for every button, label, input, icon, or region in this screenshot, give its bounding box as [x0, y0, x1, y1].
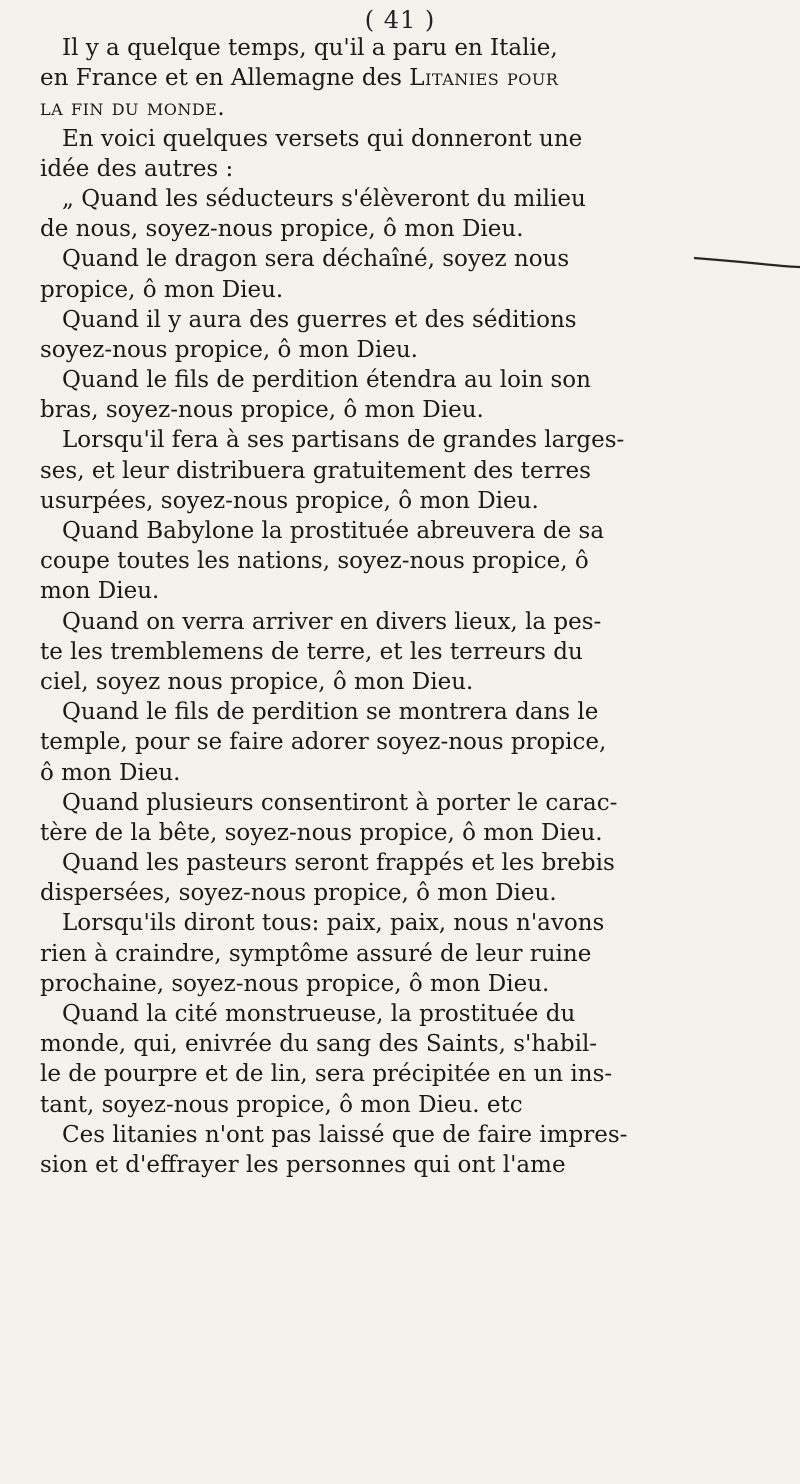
- text-line: Quand le fils de perdition se montrera dans le: [62, 699, 599, 726]
- litanies-title-part: la fin du monde.: [40, 95, 226, 122]
- text-line: tère de la bête, soyez-nous propice, ô mon Dieu.: [40, 819, 603, 846]
- text-line: Quand le dragon sera déchaîné, soyez nous: [62, 246, 570, 273]
- text-line: mon Dieu.: [40, 578, 160, 605]
- text-line: Lorsqu'ils diront tous: paix, paix, nous n'avons: [62, 910, 605, 937]
- text-line: idée des autres :: [40, 155, 234, 182]
- text-line: dispersées, soyez-nous propice, ô mon Dieu.: [40, 880, 557, 907]
- text-line: Il y a quelque temps, qu'il a paru en Italie,: [62, 35, 558, 61]
- text-line: Ces litanies n'ont pas laissé que de faire impres-: [62, 1121, 628, 1148]
- text-line: [40, 63, 770, 93]
- body-text: [40, 33, 770, 1180]
- text-line: prochaine, soyez-nous propice, ô mon Dieu.: [40, 970, 550, 997]
- pen-stroke-mark: [692, 255, 800, 269]
- text-line: Quand il y aura des guerres et des séditions: [62, 306, 577, 333]
- text-line: usurpées, soyez-nous propice, ô mon Dieu.: [40, 487, 539, 514]
- text-line: „ Quand les séducteurs s'élèveront du milieu: [62, 185, 586, 212]
- text-line: bras, soyez-nous propice, ô mon Dieu.: [40, 397, 484, 424]
- text-line: rien à craindre, symptôme assuré de leur ruine: [40, 940, 592, 967]
- text-line: ses, et leur distribuera gratuitement des terres: [40, 457, 591, 484]
- text-line: En voici quelques versets qui donneront une: [62, 125, 583, 152]
- text-line: Quand on verra arriver en divers lieux, la pes-: [62, 608, 602, 635]
- litanies-title-part: Litanies pour: [409, 65, 559, 92]
- text-line: propice, ô mon Dieu.: [40, 276, 284, 303]
- text-line: Quand plusieurs consentiront à porter le carac-: [62, 789, 618, 816]
- text-line: tant, soyez-nous propice, ô mon Dieu. etc: [40, 1091, 523, 1118]
- text-line: Quand le fils de perdition étendra au loin son: [62, 367, 591, 394]
- text-line: monde, qui, enivrée du sang des Saints, s'habil-: [40, 1031, 598, 1058]
- text-line: Lorsqu'il fera à ses partisans de grandes larges-: [62, 427, 625, 454]
- text-line: de nous, soyez-nous propice, ô mon Dieu.: [40, 216, 524, 243]
- text-line: le de pourpre et de lin, sera précipitée en un ins-: [40, 1061, 613, 1088]
- text-line: Quand Babylone la prostituée abreuvera de sa: [62, 518, 605, 544]
- text-line: soyez-nous propice, ô mon Dieu.: [40, 336, 418, 363]
- text-line: coupe toutes les nations, soyez-nous propice, ô: [40, 548, 589, 575]
- text-line: Quand la cité monstrueuse, la prostituée du: [62, 1001, 576, 1027]
- text-line: temple, pour se faire adorer soyez-nous propice,: [40, 729, 607, 756]
- text-line: Quand les pasteurs seront frappés et les brebis: [62, 850, 615, 877]
- text-line: ciel, soyez nous propice, ô mon Dieu.: [40, 668, 474, 695]
- text-segment: en France et en Allemagne des: [40, 65, 402, 92]
- text-line: sion et d'effrayer les personnes qui ont l'ame: [40, 1151, 566, 1178]
- text-line: ô mon Dieu.: [40, 759, 181, 786]
- page-number: ( 41 ): [364, 6, 436, 34]
- text-line: te les tremblemens de terre, et les terreurs du: [40, 638, 583, 665]
